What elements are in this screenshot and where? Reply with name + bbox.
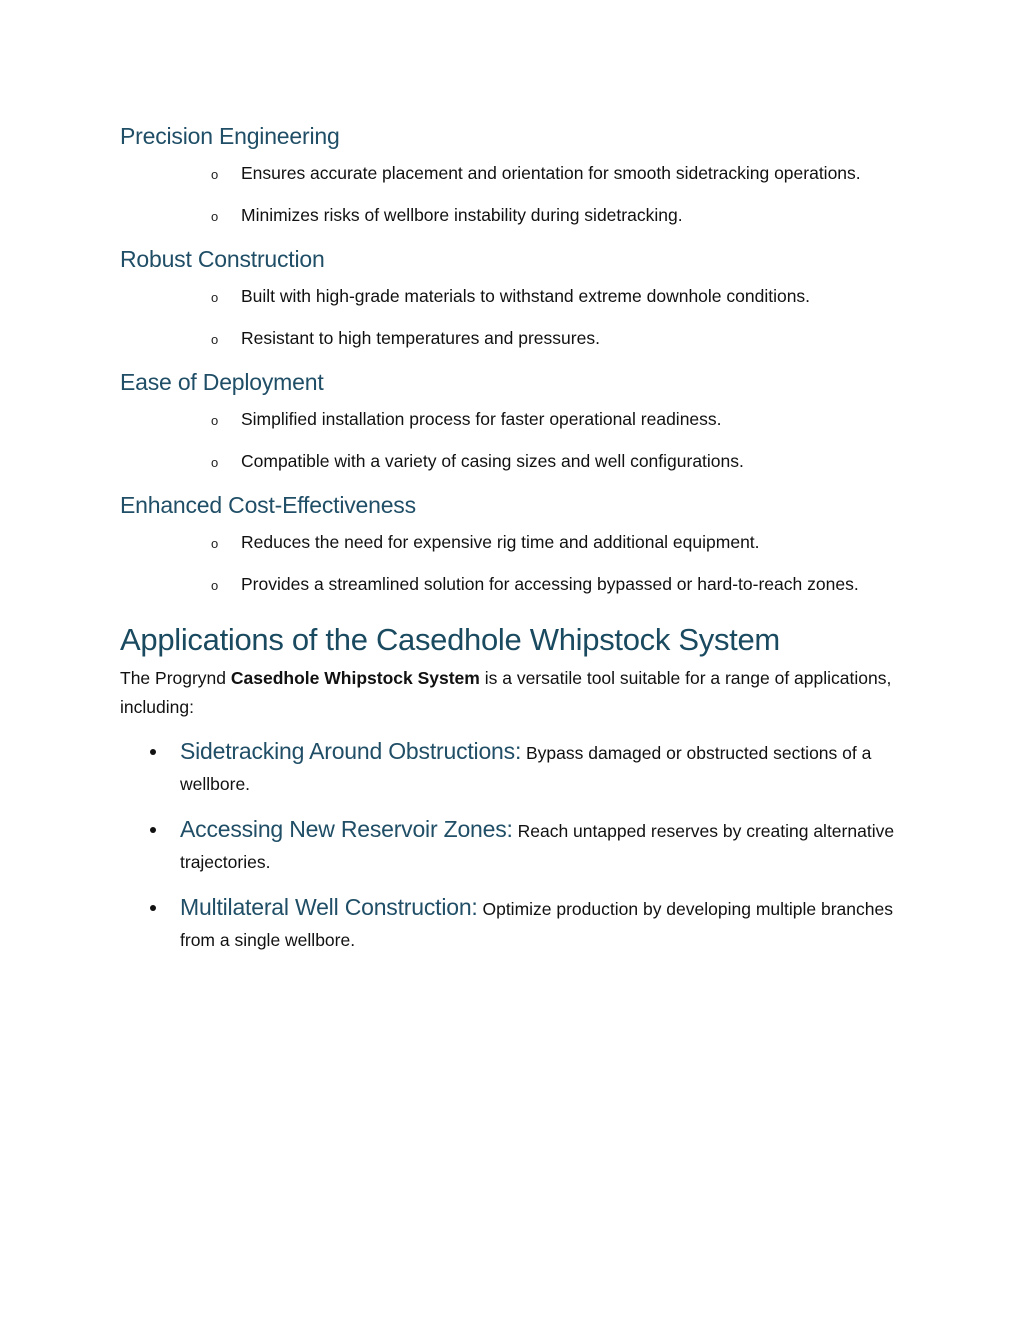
- hollow-bullet-marker: o: [211, 536, 219, 551]
- application-title: Multilateral Well Construction:: [180, 894, 478, 920]
- hollow-bullet-marker: o: [211, 413, 219, 428]
- section-heading: Robust Construction: [120, 246, 325, 272]
- applications-intro: [120, 664, 910, 722]
- applications-section: [120, 620, 910, 956]
- bullet-dot-icon: [150, 749, 156, 755]
- sub-list: [120, 282, 910, 353]
- list-item: [120, 201, 910, 230]
- hollow-bullet-marker: o: [211, 167, 219, 182]
- sub-list: [120, 528, 910, 599]
- list-item-text: Built with high-grade materials to withstand extreme downhole conditions.: [241, 286, 811, 306]
- hollow-bullet-marker: o: [211, 578, 219, 593]
- product-name: Casedhole Whipstock System: [230, 668, 480, 688]
- applications-heading: Applications of the Casedhole Whipstock System: [120, 622, 780, 657]
- list-item-text: Simplified installation process for faster operational readiness.: [241, 409, 722, 429]
- list-item: [120, 282, 910, 311]
- application-description: Reach untapped reserves by creating alternative trajectories.: [180, 821, 895, 872]
- intro-text-start: The Progrynd: [120, 668, 231, 688]
- list-item: [120, 570, 910, 599]
- applications-list: [120, 736, 910, 956]
- list-item: [120, 447, 910, 476]
- sub-list: [120, 159, 910, 230]
- section-heading: Ease of Deployment: [120, 369, 324, 395]
- feature-section: [120, 489, 910, 599]
- feature-section: [120, 366, 910, 476]
- section-heading: Precision Engineering: [120, 123, 340, 149]
- bullet-dot-icon: [150, 905, 156, 911]
- hollow-bullet-marker: o: [211, 290, 219, 305]
- sub-list: [120, 405, 910, 476]
- application-item: [120, 736, 910, 800]
- hollow-bullet-marker: o: [211, 455, 219, 470]
- application-title: Sidetracking Around Obstructions:: [180, 738, 522, 764]
- feature-section: [120, 243, 910, 353]
- application-title: Accessing New Reservoir Zones:: [180, 816, 513, 842]
- list-item-text: Minimizes risks of wellbore instability during sidetracking.: [241, 205, 683, 225]
- application-description: Bypass damaged or obstructed sections of a wellbore.: [180, 743, 872, 794]
- hollow-bullet-marker: o: [211, 209, 219, 224]
- page-content: [120, 120, 910, 970]
- list-item: [120, 159, 910, 188]
- application-description: Optimize production by developing multiple branches from a single wellbore.: [180, 899, 893, 950]
- list-item-text: Provides a streamlined solution for accessing bypassed or hard-to-reach zones.: [241, 574, 859, 594]
- list-item: [120, 324, 910, 353]
- intro-text-end: is a versatile tool suitable for a range of applications, including:: [120, 668, 892, 717]
- hollow-bullet-marker: o: [211, 332, 219, 347]
- list-item-text: Compatible with a variety of casing sizes and well configurations.: [241, 451, 744, 471]
- section-heading: Enhanced Cost-Effectiveness: [120, 492, 416, 518]
- list-item: [120, 528, 910, 557]
- feature-section: [120, 120, 910, 230]
- bullet-dot-icon: [150, 827, 156, 833]
- list-item-text: Resistant to high temperatures and pressures.: [241, 328, 600, 348]
- list-item-text: Ensures accurate placement and orientation for smooth sidetracking operations.: [241, 163, 861, 183]
- list-item: [120, 405, 910, 434]
- application-item: [120, 814, 910, 878]
- application-item: [120, 892, 910, 956]
- list-item-text: Reduces the need for expensive rig time and additional equipment.: [241, 532, 760, 552]
